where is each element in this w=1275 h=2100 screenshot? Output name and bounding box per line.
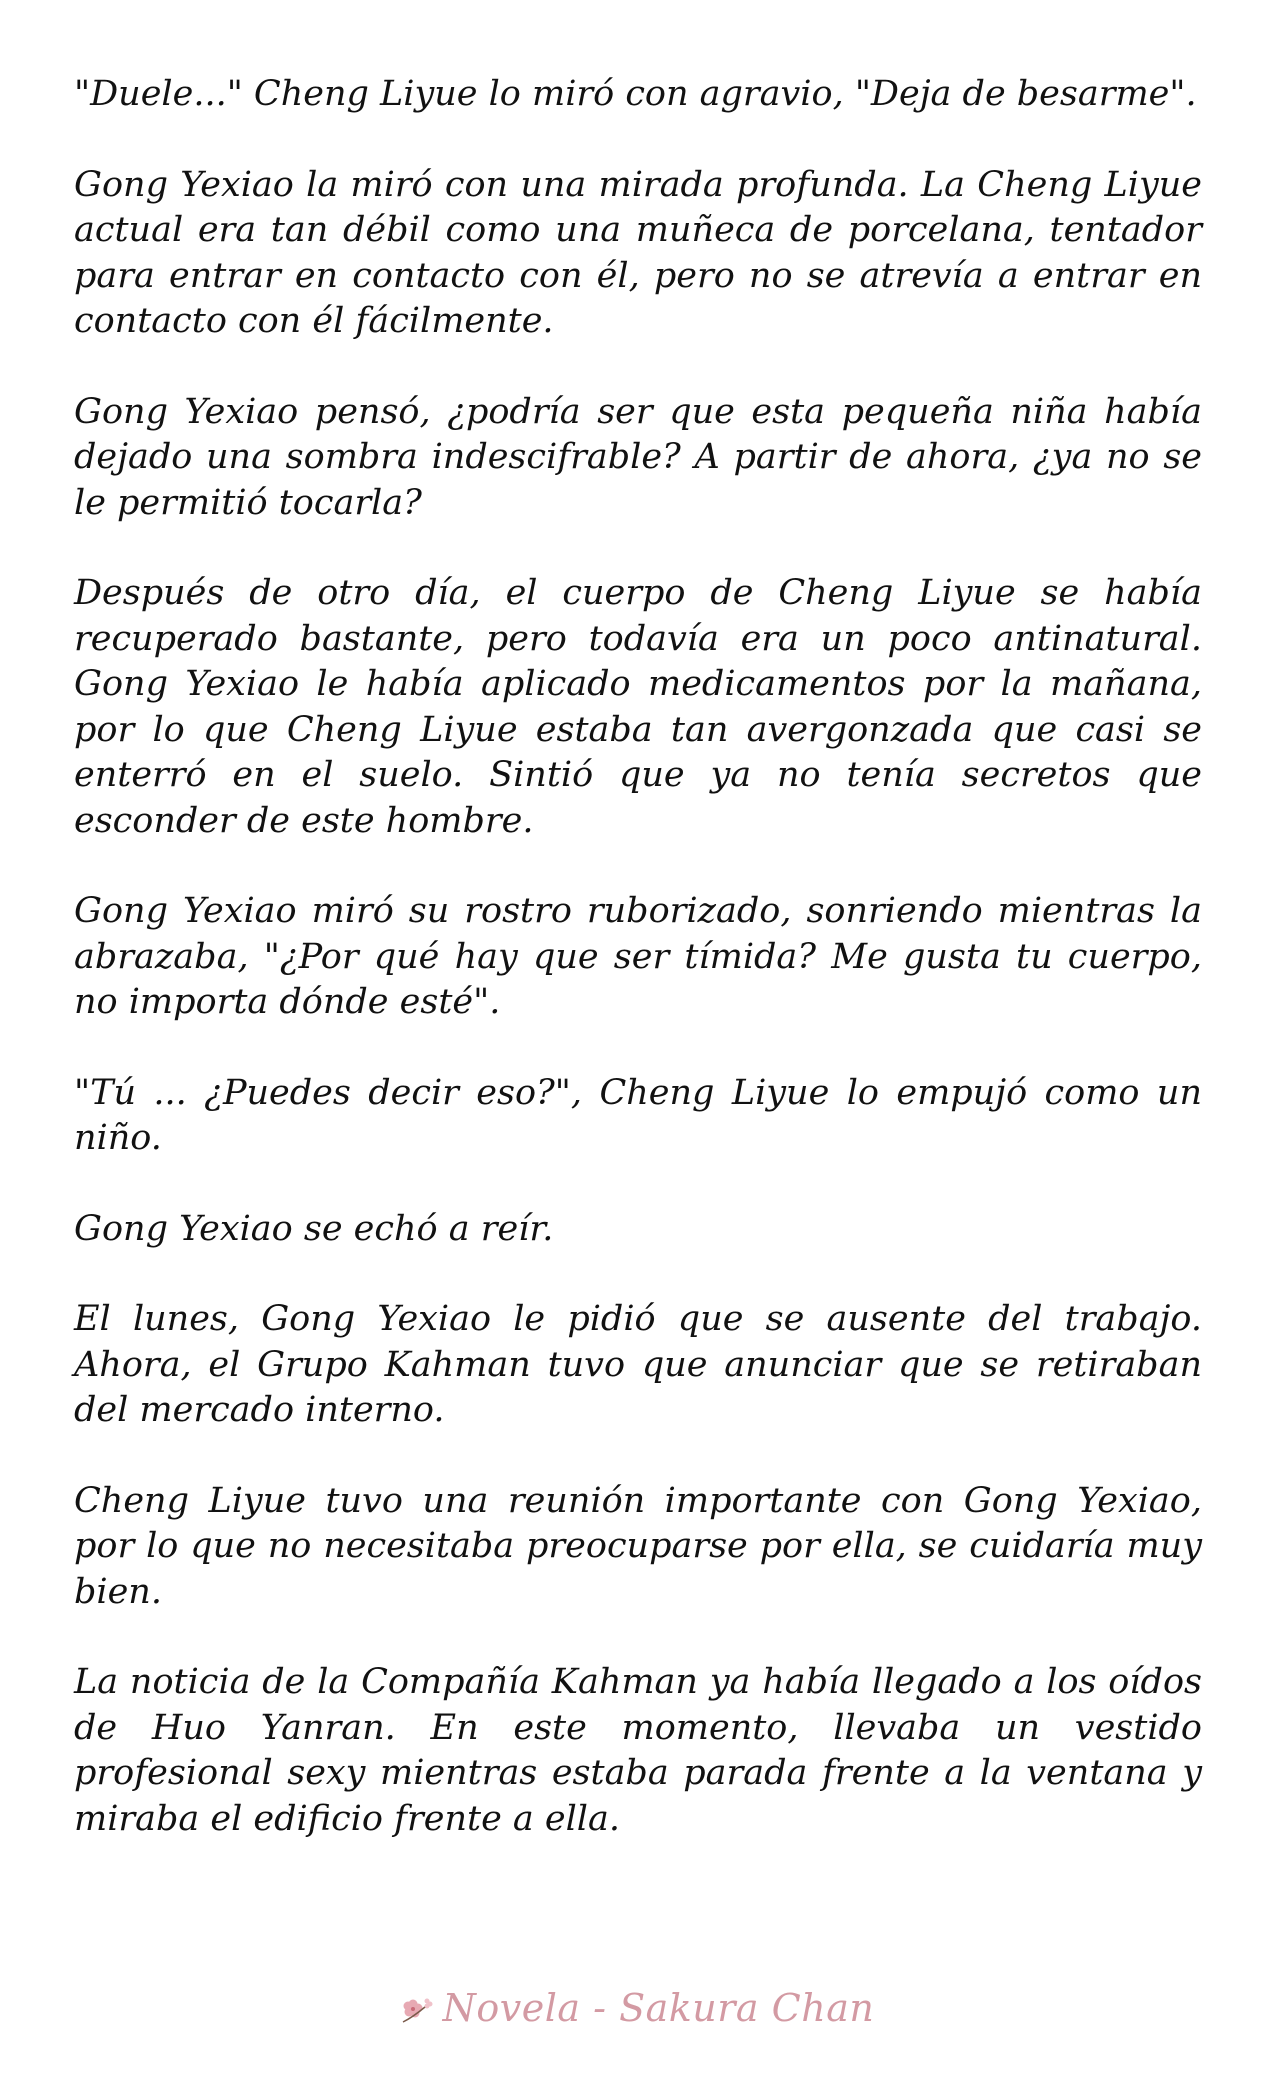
paragraph-5: Gong Yexiao miró su rostro ruborizado, sonriendo mientras la abrazaba, "¿Por qué hay que ser tímida? Me gusta tu cuerpo, no importa dónde esté". [74,891,1202,1022]
document-body [74,72,1202,1887]
paragraph-10: La noticia de la Compañía Kahman ya había llegado a los oídos de Huo Yanran. En este momento, llevaba un vestido profesional sexy mientras estaba parada frente a la ventana y miraba el edificio frente a ella. [74,1662,1202,1839]
paragraph-4: Después de otro día, el cuerpo de Cheng Liyue se había recuperado bastante, pero todavía era un poco antinatural. Gong Yexiao le había aplicado medicamentos por la mañana, por lo que Cheng Liyue estaba tan avergonzada que casi se enterró en el suelo. Sintió que ya no tenía secretos que esconder de este hombre. [74,573,1202,841]
paragraph-6: "Tú ... ¿Puedes decir eso?", Cheng Liyue lo empujó como un niño. [74,1072,1202,1158]
paragraph-1: "Duele..." Cheng Liyue lo miró con agravio, "Deja de besarme". [74,74,1197,114]
paragraph-3: Gong Yexiao pensó, ¿podría ser que esta pequeña niña había dejado una sombra indescifrable? A partir de ahora, ¿ya no se le permitió tocarla? [74,391,1202,523]
paragraph-2: Gong Yexiao la miró con una mirada profunda. La Cheng Liyue actual era tan débil como una muñeca de porcelana, tentador para entrar en contacto con él, pero no se atrevía a entrar en contacto con él fácilmente. [74,164,1202,341]
watermark [0,1986,1275,2034]
paragraph-9: Cheng Liyue tuvo una reunión importante con Gong Yexiao, por lo que no necesitaba preocuparse por ella, se cuidaría muy bien. [74,1480,1202,1612]
paragraph-7: Gong Yexiao se echó a reír. [74,1208,554,1249]
cherry-blossom-icon [401,1990,435,2034]
paragraph-8: El lunes, Gong Yexiao le pidió que se ausente del trabajo. Ahora, el Grupo Kahman tuvo que anunciar que se retiraban del mercado interno. [74,1299,1202,1430]
watermark-text: Novela - Sakura Chan [442,1986,875,2030]
